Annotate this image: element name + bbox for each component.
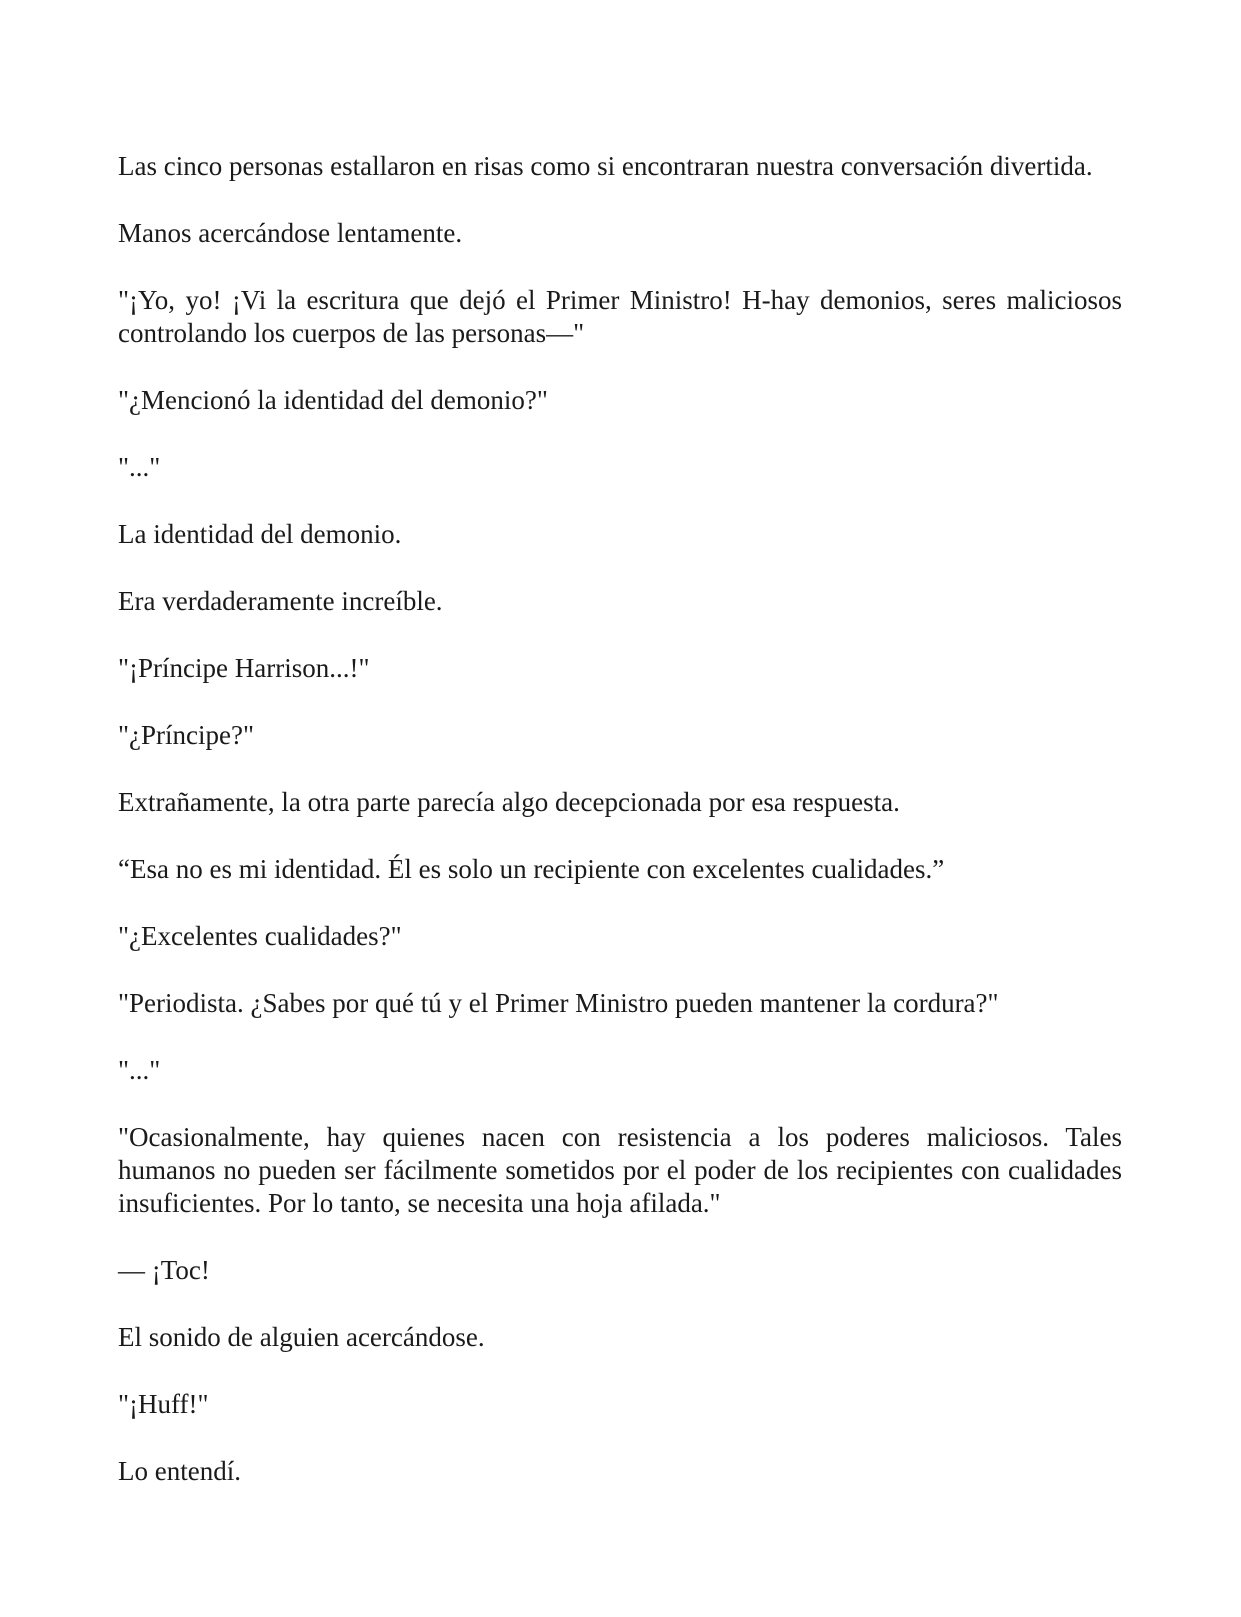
- paragraph: Manos acercándose lentamente.: [118, 218, 463, 248]
- paragraph: Las cinco personas estallaron en risas como si encontraran nuestra conversación divertida.: [118, 151, 1093, 181]
- document-page: [118, 150, 1122, 1488]
- paragraph: Lo entendí.: [118, 1456, 241, 1486]
- paragraph: Extrañamente, la otra parte parecía algo decepcionada por esa respuesta.: [118, 787, 900, 817]
- paragraph: "¿Excelentes cualidades?": [118, 921, 402, 951]
- paragraph: La identidad del demonio.: [118, 519, 402, 549]
- paragraph: "¿Príncipe?": [118, 720, 254, 750]
- paragraph: El sonido de alguien acercándose.: [118, 1322, 485, 1352]
- paragraph: "¡Príncipe Harrison...!": [118, 653, 370, 683]
- paragraph: "Periodista. ¿Sabes por qué tú y el Primer Ministro pueden mantener la cordura?": [118, 988, 999, 1018]
- paragraph: “Esa no es mi identidad. Él es solo un recipiente con excelentes cualidades.”: [118, 854, 945, 884]
- paragraph: "¡Yo, yo! ¡Vi la escritura que dejó el Primer Ministro! H-hay demonios, seres maliciosos controlando los cuerpos de las personas—": [118, 285, 1122, 348]
- paragraph: Era verdaderamente increíble.: [118, 586, 443, 616]
- paragraph: — ¡Toc!: [118, 1255, 210, 1285]
- paragraph: "...": [118, 452, 161, 482]
- paragraph: "...": [118, 1055, 161, 1085]
- paragraph: "¡Huff!": [118, 1389, 209, 1419]
- paragraph: "Ocasionalmente, hay quienes nacen con resistencia a los poderes maliciosos. Tales humanos no pueden ser fácilmente sometidos por el poder de los recipientes con cualidades insuficientes. Por lo tanto, se necesita una hoja afilada.": [118, 1122, 1122, 1218]
- paragraph: "¿Mencionó la identidad del demonio?": [118, 385, 548, 415]
